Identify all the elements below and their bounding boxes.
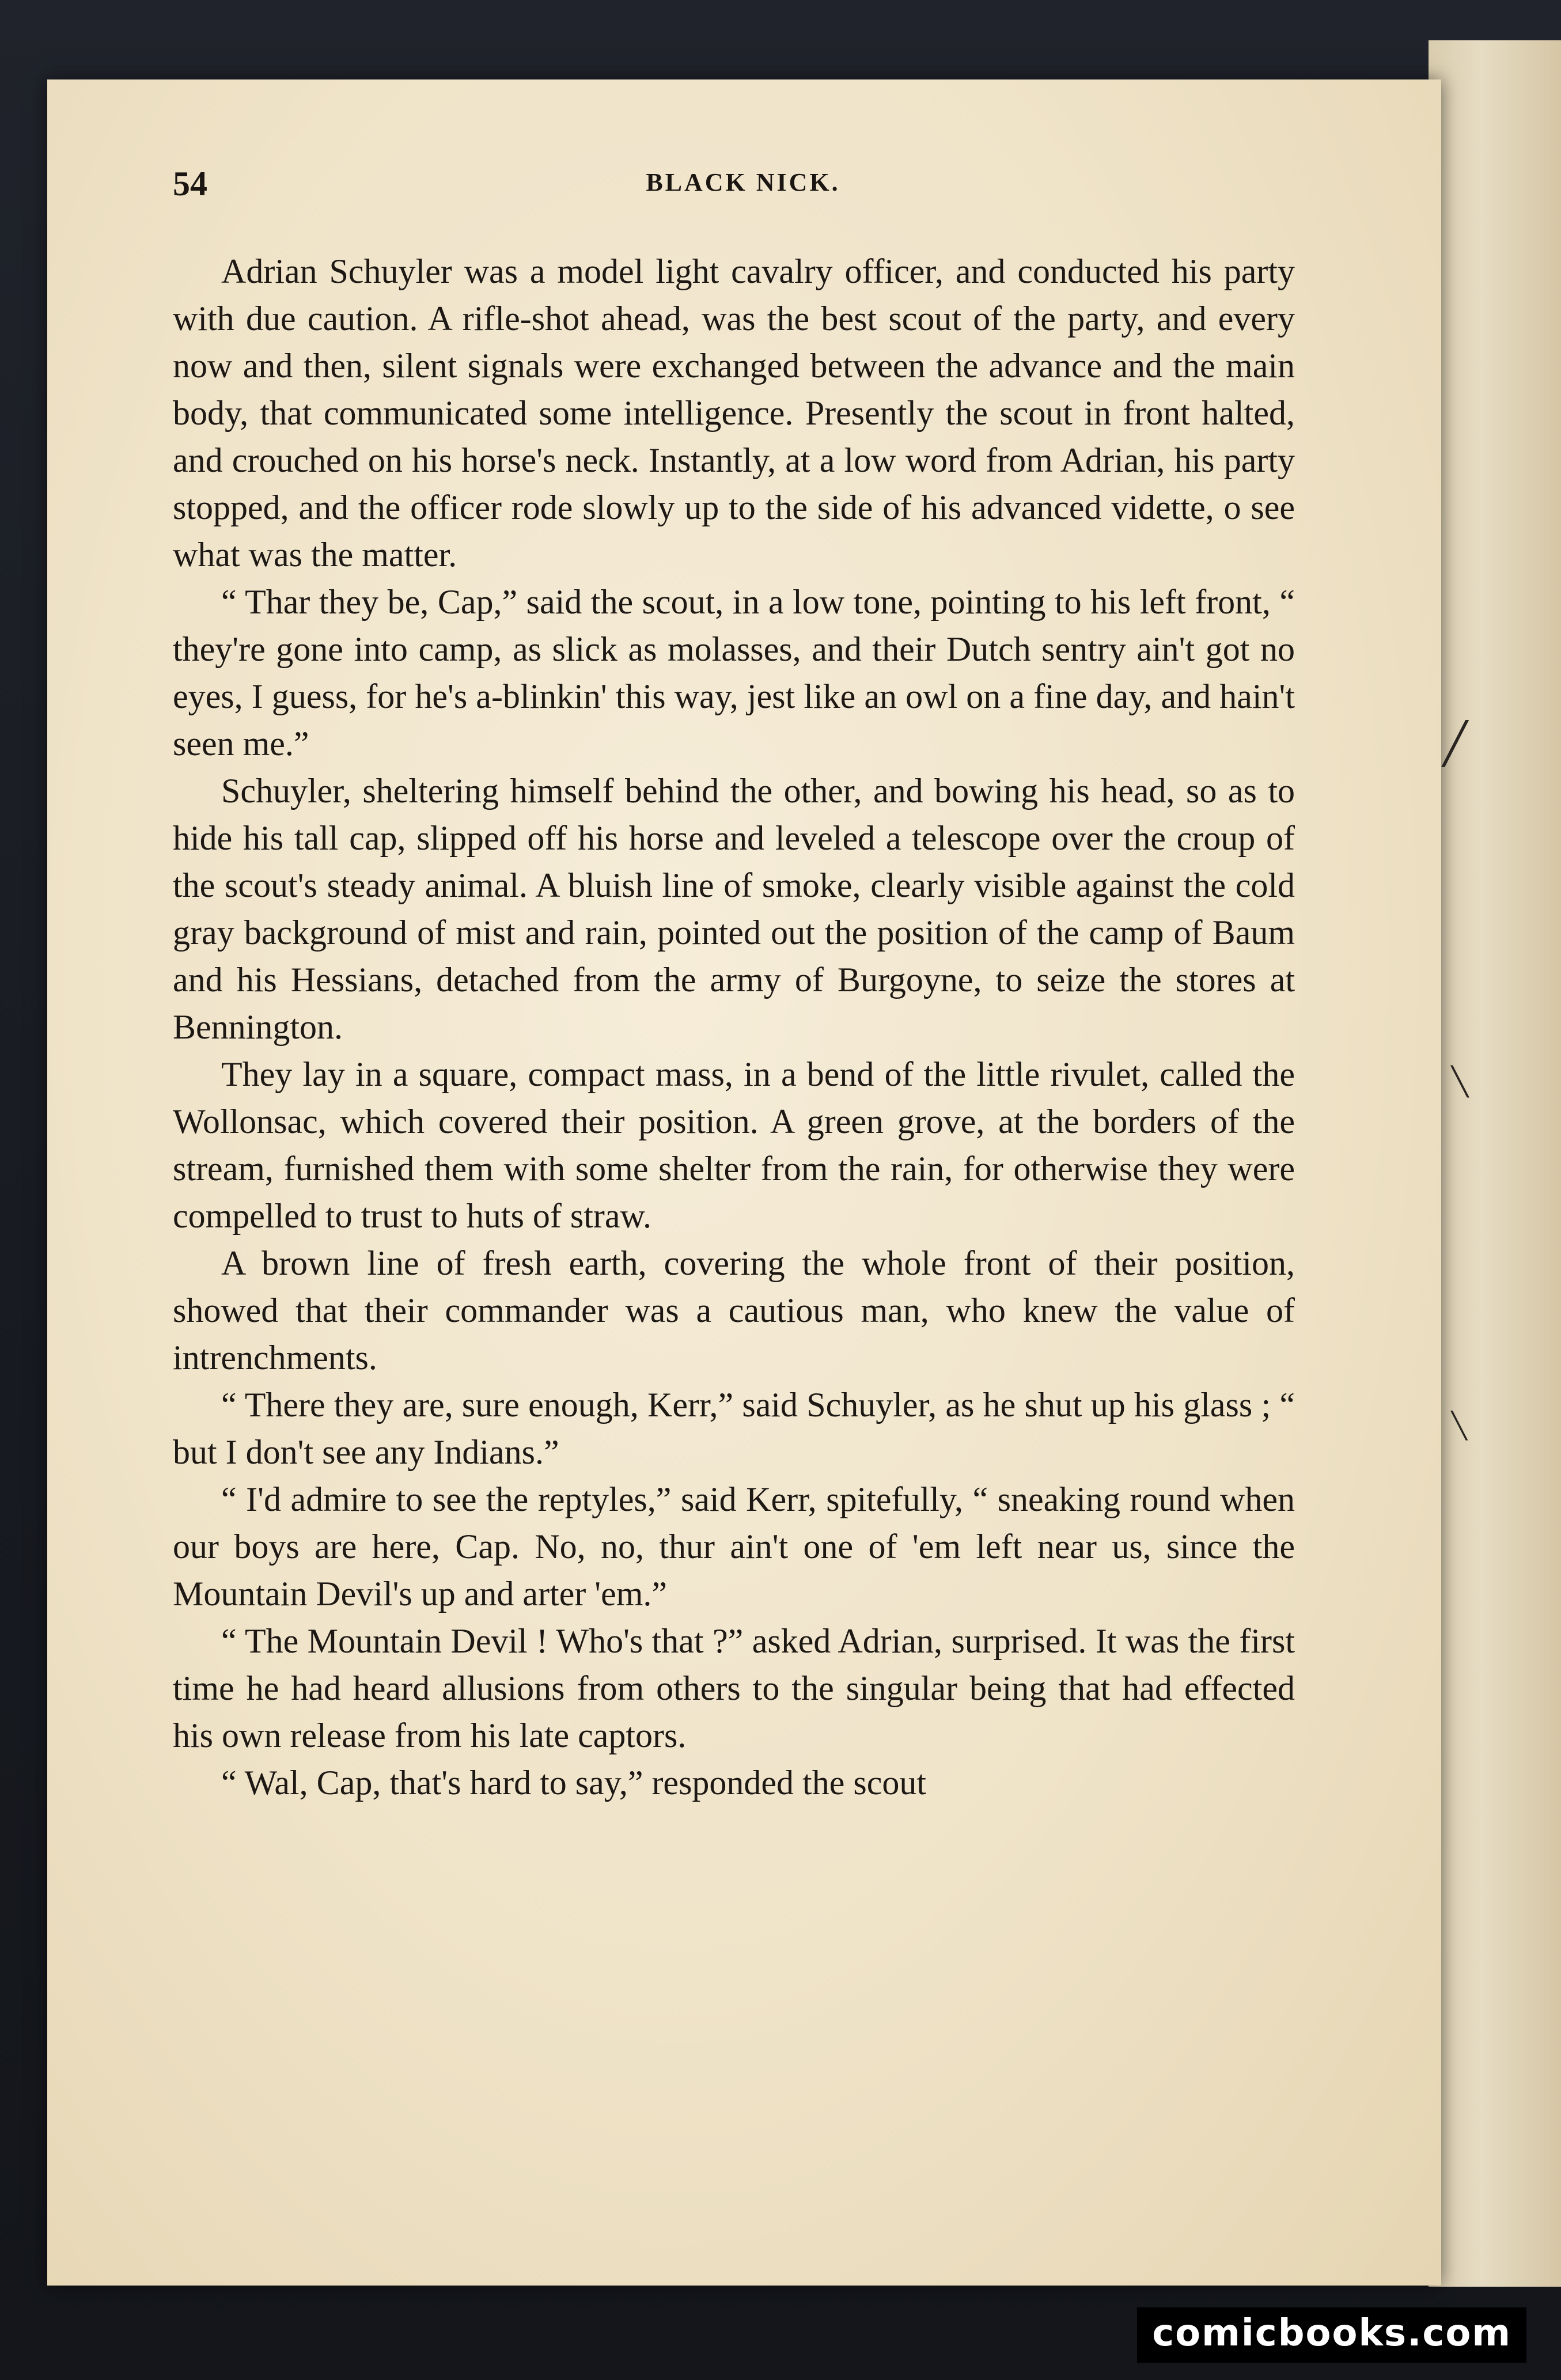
- paragraph: “ There they are, sure enough, Kerr,” said Schuyler, as he shut up his glass ; “ but I don't see any Indians.”: [173, 1386, 1295, 1471]
- paragraph: “ Thar they be, Cap,” said the scout, in a low tone, pointing to his left front, “ they're gone into camp, as slick as molasses, and their Dutch sentry ain't got no eyes, I guess, for he's a-blinkin' this way, jest like an owl on a fine day, and hain't seen me.”: [173, 583, 1295, 763]
- body-text: [173, 248, 1295, 1806]
- paragraph: They lay in a square, compact mass, in a bend of the little rivulet, called the Wollonsac, which covered their position. A green grove, at the borders of the stream, furnished them with some shelter from the rain, for otherwise they were compelled to trust to huts of straw.: [173, 1055, 1295, 1235]
- page-number: 54: [173, 165, 207, 203]
- watermark-badge: [1137, 2307, 1526, 2363]
- paragraph: A brown line of fresh earth, covering the whole front of their position, showed that their commander was a cautious man, who knew the value of intrenchments.: [173, 1244, 1295, 1377]
- paragraph: Schuyler, sheltering himself behind the other, and bowing his head, so as to hide his tall cap, slipped off his horse and leveled a telescope over the croup of the scout's steady animal. A bluish line of smoke, clearly visible against the cold gray background of mist and rain, pointed out the position of the camp of Baum and his Hessians, detached from the army of Burgoyne, to seize the stores at Bennington.: [173, 772, 1295, 1046]
- paragraph: Adrian Schuyler was a model light cavalry officer, and conducted his party with due caution. A rifle-shot ahead, was the best scout of the party, and every now and then, silent signals were exchanged between the advance and the main body, that communicated some intelligence. Presently the scout in front halted, and crouched on his horse's neck. Instantly, at a low word from Adrian, his party stopped, and the officer rode slowly up to the side of his advanced vidette, o see what was the matter.: [173, 252, 1295, 574]
- bleed-through-mark: ╲: [1452, 1411, 1467, 1441]
- page-header: [173, 164, 1313, 204]
- paragraph: “ I'd admire to see the reptyles,” said Kerr, spitefully, “ sneaking round when our boys are here, Cap. No, no, thur ain't one of 'em left near us, since the Mountain Devil's up and arter 'em.”: [173, 1480, 1295, 1613]
- running-head: BLACK NICK.: [646, 168, 840, 196]
- watermark-text: comicbooks.com: [1152, 2312, 1511, 2355]
- bleed-through-mark: ╲: [1452, 1066, 1468, 1098]
- bleed-through-mark: ╱: [1443, 720, 1468, 767]
- paragraph: “ The Mountain Devil ! Who's that ?” asked Adrian, surprised. It was the first time he had heard allusions from others to the singular being that had effected his own release from his late captors.: [173, 1622, 1295, 1754]
- paragraph: “ Wal, Cap, that's hard to say,” responded the scout: [221, 1764, 926, 1802]
- adjacent-page-edge: [1429, 40, 1561, 2287]
